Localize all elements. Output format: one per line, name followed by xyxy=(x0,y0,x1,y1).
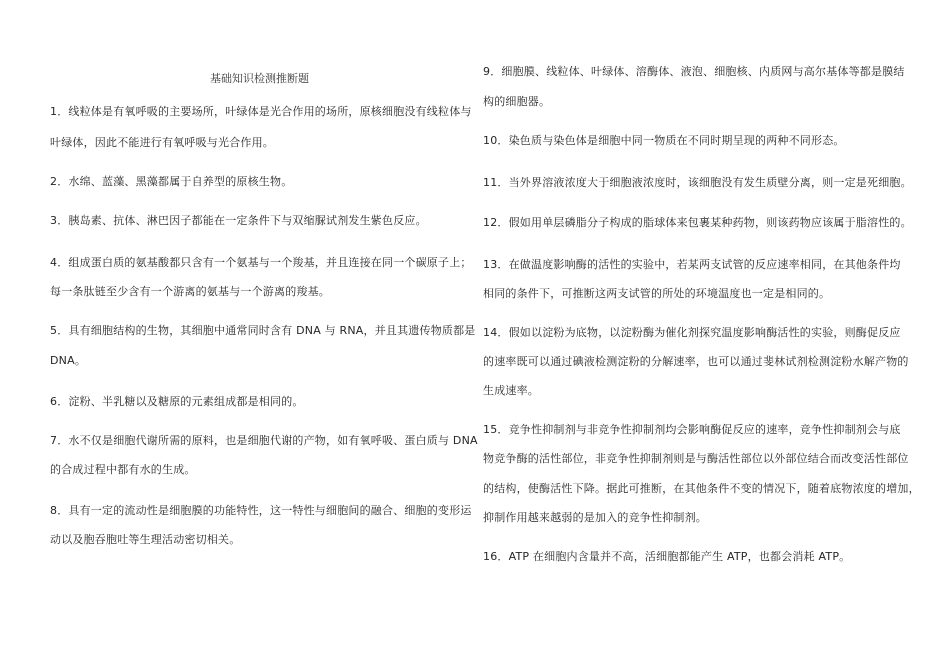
question-line: 的结构，使酶活性下降。据此可推断，在其他条件不变的情况下，随着底物浓度的增加， xyxy=(483,482,920,495)
question-line: 2．水绵、蓝藻、黑藻都属于自养型的原核生物。 xyxy=(50,175,293,188)
question-line: 5．具有细胞结构的生物，其细胞中通常同时含有 DNA 与 RNA，并且其遗传物质都是 xyxy=(50,324,476,337)
question-line: 的合成过程中都有水的生成。 xyxy=(50,463,196,476)
question-line: 物竞争酶的活性部位，非竞争性抑制剂则是与酶活性部位以外部位结合而改变活性部位 xyxy=(483,452,909,465)
question-line: 12．假如用单层磷脂分子构成的脂球体来包裹某种药物，则该药物应该属于脂溶性的。 xyxy=(483,216,912,229)
question-line: 6．淀粉、半乳糖以及糖原的元素组成都是相同的。 xyxy=(50,395,304,408)
question-line: 的速率既可以通过碘液检测淀粉的分解速率，也可以通过斐林试剂检测淀粉水解产物的 xyxy=(483,355,909,368)
question-line: 3．胰岛素、抗体、淋巴因子都能在一定条件下与双缩脲试剂发生紫色反应。 xyxy=(50,214,427,227)
question-line: 生成速率。 xyxy=(483,384,539,397)
question-line: 1．线粒体是有氧呼吸的主要场所，叶绿体是光合作用的场所，原核细胞没有线粒体与 xyxy=(50,105,472,118)
question-line: 抑制作用越来越弱的是加入的竞争性抑制剂。 xyxy=(483,511,707,524)
question-line: 15．竞争性抑制剂与非竞争性抑制剂均会影响酶促反应的速率，竞争性抑制剂会与底 xyxy=(483,423,901,436)
question-line: 11．当外界溶液浓度大于细胞液浓度时，该细胞没有发生质壁分离，则一定是死细胞。 xyxy=(483,176,912,189)
question-line: 10．染色质与染色体是细胞中同一物质在不同时期呈现的两种不同形态。 xyxy=(483,134,845,147)
question-line: 构的细胞器。 xyxy=(483,95,551,108)
question-line: 9．细胞膜、线粒体、叶绿体、溶酶体、液泡、细胞核、内质网与高尔基体等都是膜结 xyxy=(483,65,905,78)
question-line: 4．组成蛋白质的氨基酸都只含有一个氨基与一个羧基，并且连接在同一个碳原子上； xyxy=(50,256,472,269)
question-line: 7．水不仅是细胞代谢所需的原料，也是细胞代谢的产物，如有氧呼吸、蛋白质与 DNA xyxy=(50,434,478,447)
question-line: DNA。 xyxy=(50,354,87,367)
question-line: 16．ATP 在细胞内含量并不高，活细胞都能产生 ATP，也都会消耗 ATP。 xyxy=(483,550,851,563)
question-line: 动以及胞吞胞吐等生理活动密切相关。 xyxy=(50,533,241,546)
question-line: 每一条肽链至少含有一个游离的氨基与一个游离的羧基。 xyxy=(50,285,330,298)
question-line: 14．假如以淀粉为底物，以淀粉酶为催化剂探究温度影响酶活性的实验，则酶促反应 xyxy=(483,326,901,339)
question-line: 8．具有一定的流动性是细胞膜的功能特性，这一特性与细胞间的融合、细胞的变形运 xyxy=(50,504,472,517)
question-line: 相同的条件下，可推断这两支试管的所处的环境温度也一定是相同的。 xyxy=(483,287,831,300)
question-line: 13．在做温度影响酶的活性的实验中，若某两支试管的反应速率相同，在其他条件均 xyxy=(483,258,901,271)
question-line: 叶绿体，因此不能进行有氧呼吸与光合作用。 xyxy=(50,136,274,149)
document-title: 基础知识检测推断题 xyxy=(210,72,309,85)
